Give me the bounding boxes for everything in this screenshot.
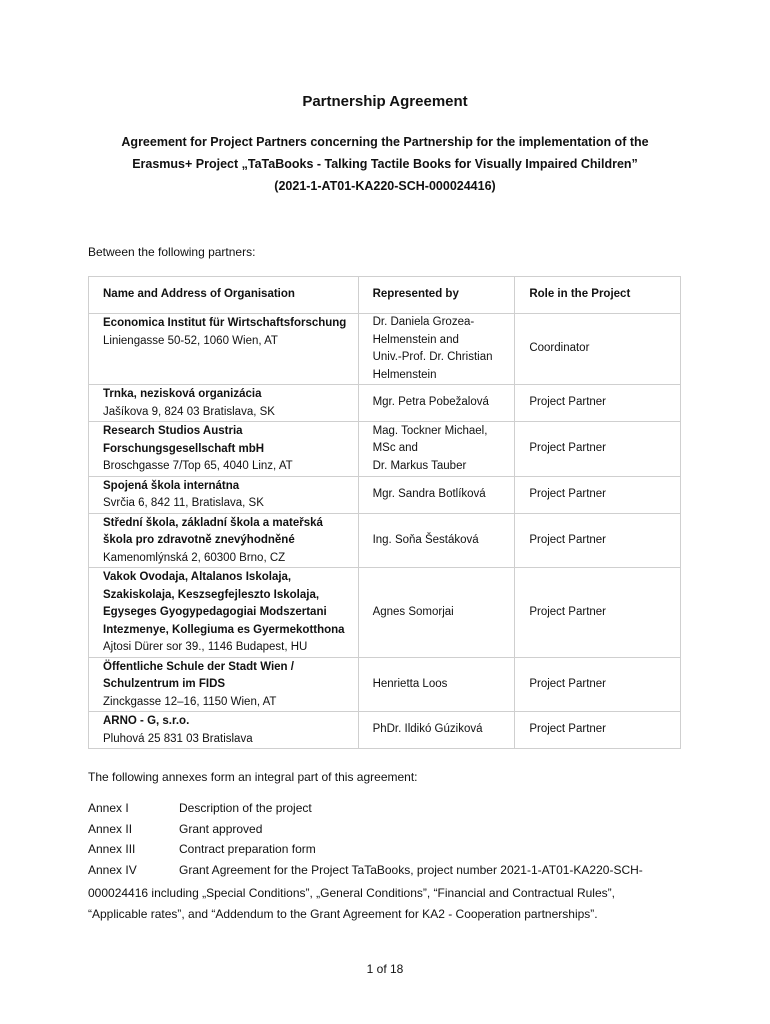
represented-by-cell — [358, 657, 515, 712]
representative-line: Mgr. Sandra Botlíková — [372, 487, 486, 500]
represented-by-cell — [358, 513, 515, 568]
annex-item — [88, 842, 688, 863]
representative-line: Agnes Somorjai — [372, 605, 454, 618]
table-row — [89, 314, 681, 385]
column-header-role: Role in the Project — [515, 277, 681, 314]
organisation-address: Pluhová 25 831 03 Bratislava — [103, 732, 253, 745]
representative-line: Mag. Tockner Michael, — [372, 424, 488, 437]
organisation-address: Ajtosi Dürer sor 39., 1146 Budapest, HU — [103, 641, 308, 653]
organisation-address: Kamenomlýnská 2, 60300 Brno, CZ — [103, 551, 286, 564]
annex-description-continued: 000024416 including „Special Conditions”, „General Conditions”, “Financial and Contractual Rules”, — [88, 886, 615, 900]
organisation-cell — [89, 476, 359, 513]
representative-line: Henrietta Loos — [372, 677, 448, 690]
annex-intro: The following annexes form an integral part of this agreement: — [88, 770, 418, 784]
represented-by-cell — [358, 314, 515, 385]
role-cell: Project Partner — [515, 712, 681, 749]
organisation-cell — [89, 314, 359, 385]
annex-item — [88, 801, 688, 822]
subtitle-line: (2021-1-AT01-KA220-SCH-000024416) — [274, 179, 496, 193]
representative-line: PhDr. Ildikó Gúziková — [372, 723, 483, 736]
organisation-name: Trnka, nezisková organizácia — [103, 388, 262, 400]
annex-description: Contract preparation form — [179, 842, 316, 856]
page-number: 1 of 18 — [366, 962, 404, 976]
organisation-name: Szakiskolaja, Keszsegfejleszto Iskolaja, — [103, 588, 320, 601]
annex-item — [88, 822, 688, 843]
table-row — [89, 476, 681, 513]
organisation-address: Jašíkova 9, 824 03 Bratislava, SK — [103, 405, 275, 418]
organisation-address: Liniengasse 50-52, 1060 Wien, AT — [103, 334, 278, 347]
between-partners-text: Between the following partners: — [88, 245, 256, 259]
table-header-row — [89, 277, 681, 314]
organisation-name: Economica Institut für Wirtschaftsforschung — [103, 317, 347, 329]
annex-item — [88, 863, 688, 884]
representative-line: Helmenstein — [372, 368, 437, 381]
represented-by-cell — [358, 385, 515, 422]
organisation-cell — [89, 712, 359, 749]
annex-description: Grant approved — [179, 821, 263, 836]
column-header-organisation: Name and Address of Organisation — [89, 277, 359, 314]
annex-list — [88, 801, 688, 924]
annex-description: Description of the project — [179, 801, 312, 815]
organisation-name: Öffentliche Schule der Stadt Wien / — [103, 660, 294, 673]
representative-line: Dr. Markus Tauber — [372, 459, 467, 472]
organisation-address: Zinckgasse 12–16, 1150 Wien, AT — [103, 695, 277, 708]
representative-line: MSc and — [372, 442, 418, 454]
represented-by-cell — [358, 476, 515, 513]
organisation-address: Svrčia 6, 842 11, Bratislava, SK — [103, 497, 264, 509]
organisation-name: Střední škola, základní škola a mateřská — [103, 516, 323, 529]
annex-label: Annex II — [88, 821, 133, 836]
organisation-name: Spojená škola internátna — [103, 479, 240, 492]
subtitle-line: Erasmus+ Project „TaTaBooks - Talking Tactile Books for Visually Impaired Children” — [132, 157, 638, 171]
annex-label: Annex I — [88, 801, 129, 815]
column-header-represented-by: Represented by — [358, 277, 515, 314]
organisation-cell — [89, 568, 359, 658]
role-cell: Project Partner — [515, 422, 681, 477]
organisation-cell — [89, 513, 359, 568]
organisation-cell — [89, 385, 359, 422]
annex-label: Annex IV — [88, 862, 137, 877]
role-cell: Project Partner — [515, 568, 681, 658]
organisation-address: Broschgasse 7/Top 65, 4040 Linz, AT — [103, 460, 293, 472]
table-row — [89, 712, 681, 749]
annex-description-continued: “Applicable rates”, and “Addendum to the Grant Agreement for KA2 - Cooperation partnerships”. — [88, 906, 598, 921]
represented-by-cell — [358, 568, 515, 658]
partners-table — [88, 276, 681, 749]
table-row — [89, 568, 681, 658]
table-row — [89, 422, 681, 477]
organisation-name: Research Studios Austria — [103, 425, 243, 437]
role-cell: Coordinator — [515, 314, 681, 385]
organisation-name: Egyseges Gyogypedagogiai Modszertani — [103, 606, 327, 618]
document-title: Partnership Agreement — [302, 93, 468, 110]
represented-by-cell — [358, 422, 515, 477]
role-cell: Project Partner — [515, 657, 681, 712]
organisation-cell — [89, 422, 359, 477]
table-row — [89, 657, 681, 712]
organisation-name: škola pro zdravotně znevýhodněné — [103, 534, 295, 546]
representative-line: Helmenstein and — [372, 333, 459, 346]
agreement-subtitle — [80, 131, 690, 197]
role-cell: Project Partner — [515, 476, 681, 513]
table-row — [89, 385, 681, 422]
representative-line: Mgr. Petra Pobežalová — [372, 396, 489, 409]
organisation-cell — [89, 657, 359, 712]
organisation-name: Schulzentrum im FIDS — [103, 678, 226, 690]
represented-by-cell — [358, 712, 515, 749]
annex-label: Annex III — [88, 842, 136, 856]
organisation-name: Forschungsgesellschaft mbH — [103, 442, 265, 455]
representative-line: Ing. Soňa Šestáková — [372, 533, 479, 546]
annex-description: Grant Agreement for the Project TaTaBooks, project number 2021-1-AT01-KA220-SCH- — [179, 862, 643, 877]
subtitle-line: Agreement for Project Partners concerning the Partnership for the implementation of the — [121, 135, 649, 149]
table-row — [89, 513, 681, 568]
representative-line: Univ.-Prof. Dr. Christian — [372, 351, 493, 363]
organisation-name: Vakok Ovodaja, Altalanos Iskolaja, — [103, 571, 292, 583]
role-cell: Project Partner — [515, 385, 681, 422]
role-cell: Project Partner — [515, 513, 681, 568]
partners-table-body — [89, 314, 681, 749]
representative-line: Dr. Daniela Grozea- — [372, 316, 475, 328]
organisation-name: Intezmenye, Kollegiuma es Gyermekotthona — [103, 623, 345, 636]
organisation-name: ARNO - G, s.r.o. — [103, 715, 190, 727]
